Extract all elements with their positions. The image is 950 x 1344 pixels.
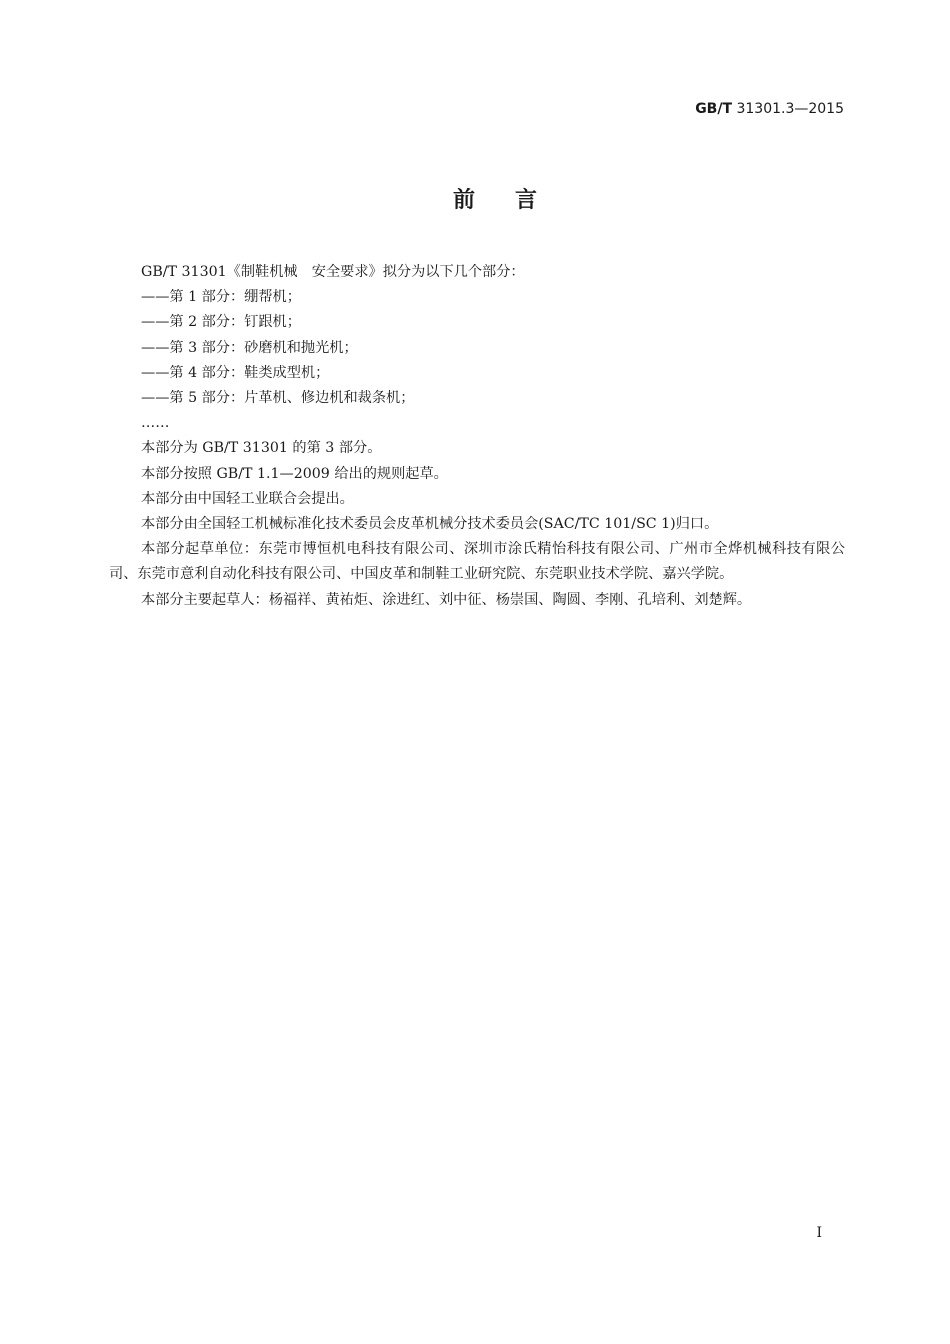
document-body bbox=[109, 260, 845, 613]
part-item-5: ——第 5 部分：片革机、修边机和裁条机； bbox=[141, 390, 415, 407]
standard-code-number: 31301.3—2015 bbox=[732, 101, 844, 117]
paragraph-drafters: 本部分主要起草人：杨福祥、黄祐炬、涂进红、刘中征、杨崇国、陶圆、李刚、孔培利、刘楚辉。 bbox=[141, 591, 752, 608]
standard-code bbox=[695, 101, 844, 117]
part-item-4: ——第 4 部分：鞋类成型机； bbox=[141, 364, 330, 381]
standard-code-prefix: GB/T bbox=[695, 101, 733, 117]
paragraph-drafting-units: 本部分起草单位：东莞市博恒机电科技有限公司、深圳市涂氏精怡科技有限公司、广州市全烨机械科技有限公司、东莞市意利自动化科技有限公司、中国皮革和制鞋工业研究院、东莞职业技术学院、嘉兴学院。 bbox=[109, 541, 845, 583]
paragraph-committee: 本部分由全国轻工机械标准化技术委员会皮革机械分技术委员会(SAC/TC 101/SC 1)归口。 bbox=[141, 516, 719, 533]
paragraph-part-number: 本部分为 GB/T 31301 的第 3 部分。 bbox=[141, 440, 382, 457]
paragraph-drafting-rules: 本部分按照 GB/T 1.1—2009 给出的规则起草。 bbox=[141, 465, 448, 482]
part-item-3: ——第 3 部分：砂磨机和抛光机； bbox=[141, 339, 358, 356]
part-item-2: ——第 2 部分：钉跟机； bbox=[141, 314, 301, 331]
page-number: I bbox=[816, 1225, 822, 1241]
part-item-1: ——第 1 部分：绷帮机； bbox=[141, 289, 301, 306]
ellipsis: …… bbox=[141, 415, 170, 432]
page-title: 前言 bbox=[452, 188, 577, 213]
intro-paragraph: GB/T 31301《制鞋机械 安全要求》拟分为以下几个部分： bbox=[141, 264, 525, 280]
paragraph-proposer: 本部分由中国轻工业联合会提出。 bbox=[141, 490, 354, 507]
